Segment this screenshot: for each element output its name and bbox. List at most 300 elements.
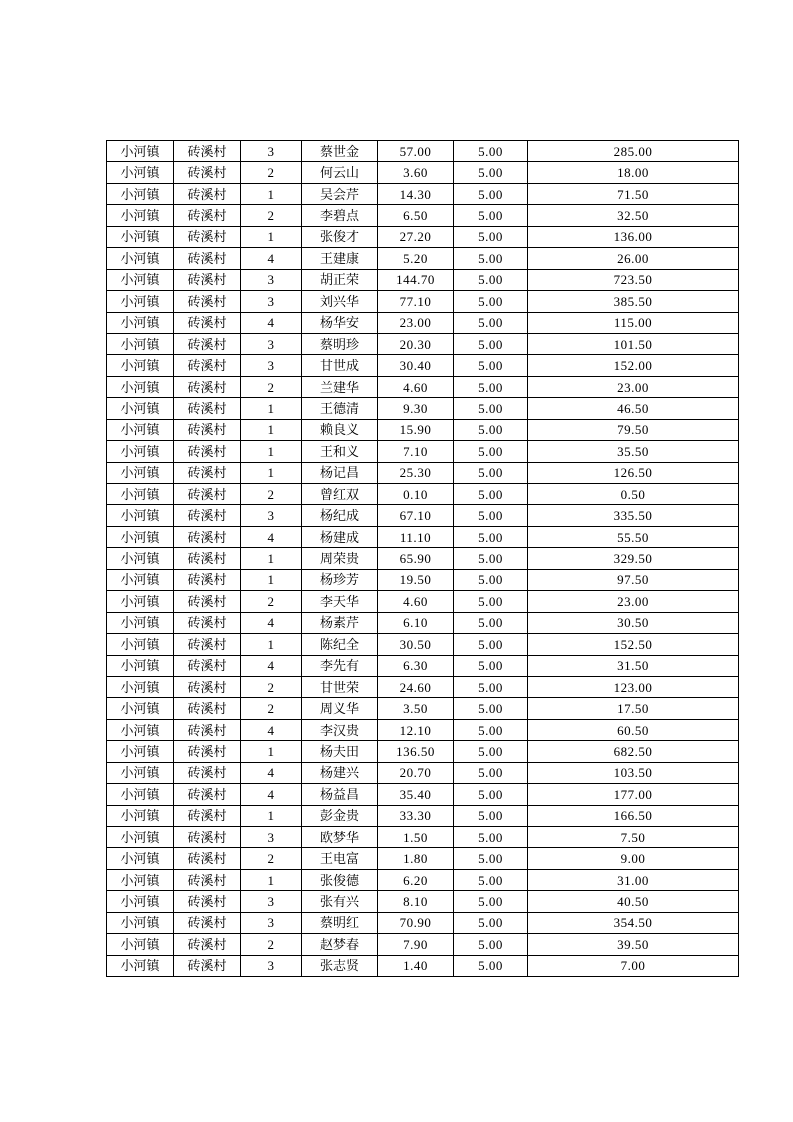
cell-unit_price: 5.00: [454, 676, 528, 697]
cell-amount: 71.50: [528, 183, 739, 204]
cell-name: 赵梦春: [302, 934, 378, 955]
cell-unit_price: 5.00: [454, 333, 528, 354]
cell-quantity: 1.40: [378, 955, 454, 976]
cell-quantity: 57.00: [378, 141, 454, 162]
table-row: [107, 419, 739, 440]
cell-group: 1: [241, 441, 302, 462]
cell-amount: 126.50: [528, 462, 739, 483]
cell-amount: 60.50: [528, 719, 739, 740]
cell-name: 王和义: [302, 441, 378, 462]
cell-village: 砖溪村: [174, 333, 241, 354]
table-row: [107, 827, 739, 848]
cell-name: 胡正荣: [302, 269, 378, 290]
cell-name: 欧梦华: [302, 827, 378, 848]
table-row: [107, 676, 739, 697]
cell-group: 2: [241, 934, 302, 955]
cell-unit_price: 5.00: [454, 891, 528, 912]
cell-quantity: 1.50: [378, 827, 454, 848]
table-row: [107, 955, 739, 976]
cell-unit_price: 5.00: [454, 848, 528, 869]
table-row: [107, 698, 739, 719]
cell-name: 张有兴: [302, 891, 378, 912]
cell-unit_price: 5.00: [454, 655, 528, 676]
table-row: [107, 591, 739, 612]
cell-quantity: 5.20: [378, 248, 454, 269]
cell-town: 小河镇: [107, 612, 174, 633]
cell-town: 小河镇: [107, 784, 174, 805]
cell-town: 小河镇: [107, 934, 174, 955]
cell-quantity: 25.30: [378, 462, 454, 483]
cell-amount: 335.50: [528, 505, 739, 526]
table-row: [107, 719, 739, 740]
cell-group: 2: [241, 698, 302, 719]
cell-group: 1: [241, 398, 302, 419]
cell-name: 王建康: [302, 248, 378, 269]
table-row: [107, 183, 739, 204]
cell-town: 小河镇: [107, 505, 174, 526]
cell-unit_price: 5.00: [454, 827, 528, 848]
cell-quantity: 3.50: [378, 698, 454, 719]
cell-village: 砖溪村: [174, 141, 241, 162]
cell-quantity: 35.40: [378, 784, 454, 805]
cell-village: 砖溪村: [174, 591, 241, 612]
cell-quantity: 1.80: [378, 848, 454, 869]
cell-village: 砖溪村: [174, 484, 241, 505]
table-row: [107, 912, 739, 933]
cell-quantity: 7.90: [378, 934, 454, 955]
cell-quantity: 67.10: [378, 505, 454, 526]
cell-unit_price: 5.00: [454, 226, 528, 247]
cell-town: 小河镇: [107, 141, 174, 162]
cell-village: 砖溪村: [174, 312, 241, 333]
cell-amount: 55.50: [528, 526, 739, 547]
cell-amount: 7.00: [528, 955, 739, 976]
cell-village: 砖溪村: [174, 698, 241, 719]
cell-town: 小河镇: [107, 269, 174, 290]
cell-amount: 79.50: [528, 419, 739, 440]
table-row: [107, 805, 739, 826]
cell-quantity: 144.70: [378, 269, 454, 290]
table-row: [107, 741, 739, 762]
cell-group: 1: [241, 462, 302, 483]
cell-unit_price: 5.00: [454, 548, 528, 569]
cell-village: 砖溪村: [174, 183, 241, 204]
cell-group: 3: [241, 269, 302, 290]
cell-name: 蔡明红: [302, 912, 378, 933]
cell-quantity: 77.10: [378, 291, 454, 312]
cell-name: 张俊才: [302, 226, 378, 247]
cell-group: 2: [241, 848, 302, 869]
cell-town: 小河镇: [107, 719, 174, 740]
cell-village: 砖溪村: [174, 784, 241, 805]
cell-group: 1: [241, 869, 302, 890]
cell-quantity: 6.20: [378, 869, 454, 890]
cell-amount: 152.00: [528, 355, 739, 376]
cell-name: 杨素芹: [302, 612, 378, 633]
cell-unit_price: 5.00: [454, 462, 528, 483]
cell-village: 砖溪村: [174, 355, 241, 376]
cell-group: 2: [241, 162, 302, 183]
cell-group: 3: [241, 827, 302, 848]
cell-amount: 32.50: [528, 205, 739, 226]
cell-amount: 723.50: [528, 269, 739, 290]
cell-name: 周荣贵: [302, 548, 378, 569]
cell-town: 小河镇: [107, 183, 174, 204]
cell-quantity: 23.00: [378, 312, 454, 333]
cell-quantity: 30.40: [378, 355, 454, 376]
cell-unit_price: 5.00: [454, 719, 528, 740]
cell-group: 2: [241, 205, 302, 226]
cell-village: 砖溪村: [174, 869, 241, 890]
cell-group: 3: [241, 141, 302, 162]
cell-group: 3: [241, 505, 302, 526]
table-row: [107, 162, 739, 183]
table-row: [107, 462, 739, 483]
cell-unit_price: 5.00: [454, 698, 528, 719]
cell-village: 砖溪村: [174, 376, 241, 397]
cell-name: 刘兴华: [302, 291, 378, 312]
cell-unit_price: 5.00: [454, 526, 528, 547]
cell-quantity: 70.90: [378, 912, 454, 933]
cell-quantity: 4.60: [378, 591, 454, 612]
table-row: [107, 505, 739, 526]
cell-village: 砖溪村: [174, 934, 241, 955]
cell-amount: 385.50: [528, 291, 739, 312]
cell-town: 小河镇: [107, 827, 174, 848]
cell-quantity: 8.10: [378, 891, 454, 912]
cell-village: 砖溪村: [174, 719, 241, 740]
table-row: [107, 312, 739, 333]
cell-unit_price: 5.00: [454, 376, 528, 397]
cell-quantity: 27.20: [378, 226, 454, 247]
cell-amount: 40.50: [528, 891, 739, 912]
cell-name: 杨益昌: [302, 784, 378, 805]
cell-town: 小河镇: [107, 676, 174, 697]
cell-town: 小河镇: [107, 462, 174, 483]
cell-group: 2: [241, 484, 302, 505]
cell-amount: 97.50: [528, 569, 739, 590]
cell-quantity: 9.30: [378, 398, 454, 419]
cell-village: 砖溪村: [174, 741, 241, 762]
table-row: [107, 762, 739, 783]
cell-name: 王德清: [302, 398, 378, 419]
cell-town: 小河镇: [107, 655, 174, 676]
cell-quantity: 3.60: [378, 162, 454, 183]
cell-group: 3: [241, 891, 302, 912]
cell-quantity: 11.10: [378, 526, 454, 547]
cell-amount: 23.00: [528, 591, 739, 612]
table-body: [107, 141, 739, 977]
table-row: [107, 355, 739, 376]
cell-village: 砖溪村: [174, 291, 241, 312]
cell-village: 砖溪村: [174, 441, 241, 462]
cell-quantity: 6.10: [378, 612, 454, 633]
cell-town: 小河镇: [107, 291, 174, 312]
cell-unit_price: 5.00: [454, 805, 528, 826]
cell-village: 砖溪村: [174, 162, 241, 183]
cell-town: 小河镇: [107, 869, 174, 890]
cell-town: 小河镇: [107, 569, 174, 590]
table-row: [107, 934, 739, 955]
table-row: [107, 441, 739, 462]
cell-amount: 103.50: [528, 762, 739, 783]
cell-unit_price: 5.00: [454, 312, 528, 333]
cell-name: 杨纪成: [302, 505, 378, 526]
cell-town: 小河镇: [107, 162, 174, 183]
cell-town: 小河镇: [107, 484, 174, 505]
cell-name: 王电富: [302, 848, 378, 869]
cell-unit_price: 5.00: [454, 291, 528, 312]
cell-group: 4: [241, 312, 302, 333]
cell-unit_price: 5.00: [454, 591, 528, 612]
cell-town: 小河镇: [107, 312, 174, 333]
cell-village: 砖溪村: [174, 912, 241, 933]
cell-unit_price: 5.00: [454, 141, 528, 162]
cell-unit_price: 5.00: [454, 484, 528, 505]
cell-amount: 23.00: [528, 376, 739, 397]
cell-amount: 123.00: [528, 676, 739, 697]
cell-name: 杨珍芳: [302, 569, 378, 590]
cell-amount: 46.50: [528, 398, 739, 419]
cell-unit_price: 5.00: [454, 162, 528, 183]
cell-name: 曾红双: [302, 484, 378, 505]
cell-unit_price: 5.00: [454, 569, 528, 590]
cell-name: 吴会芹: [302, 183, 378, 204]
cell-town: 小河镇: [107, 205, 174, 226]
cell-name: 周义华: [302, 698, 378, 719]
cell-name: 杨华安: [302, 312, 378, 333]
cell-unit_price: 5.00: [454, 355, 528, 376]
cell-name: 杨记昌: [302, 462, 378, 483]
cell-group: 1: [241, 226, 302, 247]
cell-village: 砖溪村: [174, 526, 241, 547]
table-row: [107, 869, 739, 890]
cell-town: 小河镇: [107, 955, 174, 976]
cell-amount: 115.00: [528, 312, 739, 333]
cell-town: 小河镇: [107, 376, 174, 397]
table-row: [107, 269, 739, 290]
cell-village: 砖溪村: [174, 848, 241, 869]
cell-amount: 329.50: [528, 548, 739, 569]
cell-unit_price: 5.00: [454, 955, 528, 976]
cell-name: 蔡世金: [302, 141, 378, 162]
cell-village: 砖溪村: [174, 955, 241, 976]
cell-quantity: 33.30: [378, 805, 454, 826]
cell-amount: 26.00: [528, 248, 739, 269]
cell-amount: 152.50: [528, 634, 739, 655]
cell-unit_price: 5.00: [454, 741, 528, 762]
cell-group: 4: [241, 526, 302, 547]
cell-quantity: 6.50: [378, 205, 454, 226]
cell-village: 砖溪村: [174, 419, 241, 440]
cell-amount: 136.00: [528, 226, 739, 247]
cell-quantity: 6.30: [378, 655, 454, 676]
table-row: [107, 291, 739, 312]
table-row: [107, 526, 739, 547]
cell-village: 砖溪村: [174, 226, 241, 247]
cell-unit_price: 5.00: [454, 505, 528, 526]
table-row: [107, 612, 739, 633]
table-row: [107, 634, 739, 655]
cell-name: 杨建兴: [302, 762, 378, 783]
table-row: [107, 784, 739, 805]
cell-amount: 9.00: [528, 848, 739, 869]
cell-name: 蔡明珍: [302, 333, 378, 354]
cell-village: 砖溪村: [174, 612, 241, 633]
cell-amount: 285.00: [528, 141, 739, 162]
cell-group: 1: [241, 741, 302, 762]
cell-village: 砖溪村: [174, 248, 241, 269]
cell-name: 赖良义: [302, 419, 378, 440]
cell-name: 李天华: [302, 591, 378, 612]
cell-quantity: 136.50: [378, 741, 454, 762]
cell-town: 小河镇: [107, 591, 174, 612]
cell-town: 小河镇: [107, 762, 174, 783]
cell-village: 砖溪村: [174, 548, 241, 569]
cell-village: 砖溪村: [174, 205, 241, 226]
cell-unit_price: 5.00: [454, 183, 528, 204]
cell-village: 砖溪村: [174, 398, 241, 419]
cell-unit_price: 5.00: [454, 912, 528, 933]
cell-group: 3: [241, 333, 302, 354]
subsidy-table: [106, 140, 739, 977]
cell-unit_price: 5.00: [454, 934, 528, 955]
cell-name: 何云山: [302, 162, 378, 183]
cell-name: 杨夫田: [302, 741, 378, 762]
cell-unit_price: 5.00: [454, 398, 528, 419]
cell-name: 李先有: [302, 655, 378, 676]
cell-quantity: 15.90: [378, 419, 454, 440]
cell-town: 小河镇: [107, 891, 174, 912]
cell-amount: 17.50: [528, 698, 739, 719]
cell-amount: 354.50: [528, 912, 739, 933]
table-row: [107, 376, 739, 397]
cell-town: 小河镇: [107, 848, 174, 869]
cell-quantity: 65.90: [378, 548, 454, 569]
cell-town: 小河镇: [107, 912, 174, 933]
table-row: [107, 141, 739, 162]
cell-group: 1: [241, 569, 302, 590]
cell-town: 小河镇: [107, 248, 174, 269]
cell-amount: 682.50: [528, 741, 739, 762]
cell-amount: 18.00: [528, 162, 739, 183]
cell-group: 1: [241, 548, 302, 569]
table-row: [107, 655, 739, 676]
table-row: [107, 248, 739, 269]
cell-quantity: 4.60: [378, 376, 454, 397]
cell-village: 砖溪村: [174, 655, 241, 676]
cell-village: 砖溪村: [174, 269, 241, 290]
cell-group: 2: [241, 676, 302, 697]
cell-quantity: 20.70: [378, 762, 454, 783]
cell-quantity: 24.60: [378, 676, 454, 697]
table-row: [107, 333, 739, 354]
cell-unit_price: 5.00: [454, 269, 528, 290]
cell-town: 小河镇: [107, 333, 174, 354]
cell-amount: 177.00: [528, 784, 739, 805]
cell-quantity: 30.50: [378, 634, 454, 655]
cell-unit_price: 5.00: [454, 419, 528, 440]
cell-group: 1: [241, 805, 302, 826]
table-row: [107, 848, 739, 869]
table-row: [107, 891, 739, 912]
cell-name: 彭金贵: [302, 805, 378, 826]
cell-group: 4: [241, 719, 302, 740]
cell-unit_price: 5.00: [454, 205, 528, 226]
table-row: [107, 548, 739, 569]
cell-town: 小河镇: [107, 805, 174, 826]
cell-name: 兰建华: [302, 376, 378, 397]
cell-town: 小河镇: [107, 634, 174, 655]
cell-amount: 101.50: [528, 333, 739, 354]
cell-group: 4: [241, 612, 302, 633]
cell-amount: 166.50: [528, 805, 739, 826]
cell-village: 砖溪村: [174, 891, 241, 912]
table-row: [107, 398, 739, 419]
cell-town: 小河镇: [107, 355, 174, 376]
cell-village: 砖溪村: [174, 676, 241, 697]
cell-amount: 7.50: [528, 827, 739, 848]
cell-village: 砖溪村: [174, 805, 241, 826]
cell-town: 小河镇: [107, 698, 174, 719]
cell-group: 4: [241, 784, 302, 805]
cell-group: 4: [241, 248, 302, 269]
cell-group: 3: [241, 355, 302, 376]
cell-unit_price: 5.00: [454, 762, 528, 783]
cell-village: 砖溪村: [174, 827, 241, 848]
cell-group: 1: [241, 634, 302, 655]
cell-group: 3: [241, 291, 302, 312]
cell-name: 张俊德: [302, 869, 378, 890]
cell-name: 杨建成: [302, 526, 378, 547]
cell-name: 李汉贵: [302, 719, 378, 740]
cell-town: 小河镇: [107, 419, 174, 440]
cell-town: 小河镇: [107, 226, 174, 247]
cell-quantity: 12.10: [378, 719, 454, 740]
cell-town: 小河镇: [107, 741, 174, 762]
cell-amount: 0.50: [528, 484, 739, 505]
cell-quantity: 20.30: [378, 333, 454, 354]
cell-village: 砖溪村: [174, 762, 241, 783]
table-row: [107, 205, 739, 226]
cell-quantity: 19.50: [378, 569, 454, 590]
cell-group: 1: [241, 183, 302, 204]
cell-quantity: 7.10: [378, 441, 454, 462]
cell-unit_price: 5.00: [454, 784, 528, 805]
cell-unit_price: 5.00: [454, 869, 528, 890]
cell-amount: 30.50: [528, 612, 739, 633]
cell-group: 4: [241, 762, 302, 783]
cell-group: 1: [241, 419, 302, 440]
cell-group: 3: [241, 955, 302, 976]
cell-town: 小河镇: [107, 526, 174, 547]
cell-amount: 39.50: [528, 934, 739, 955]
cell-name: 李碧点: [302, 205, 378, 226]
cell-village: 砖溪村: [174, 634, 241, 655]
cell-group: 2: [241, 376, 302, 397]
cell-town: 小河镇: [107, 398, 174, 419]
cell-unit_price: 5.00: [454, 441, 528, 462]
cell-village: 砖溪村: [174, 569, 241, 590]
cell-group: 4: [241, 655, 302, 676]
cell-group: 3: [241, 912, 302, 933]
cell-amount: 35.50: [528, 441, 739, 462]
cell-village: 砖溪村: [174, 505, 241, 526]
cell-quantity: 0.10: [378, 484, 454, 505]
table-row: [107, 569, 739, 590]
cell-group: 2: [241, 591, 302, 612]
cell-name: 陈纪全: [302, 634, 378, 655]
